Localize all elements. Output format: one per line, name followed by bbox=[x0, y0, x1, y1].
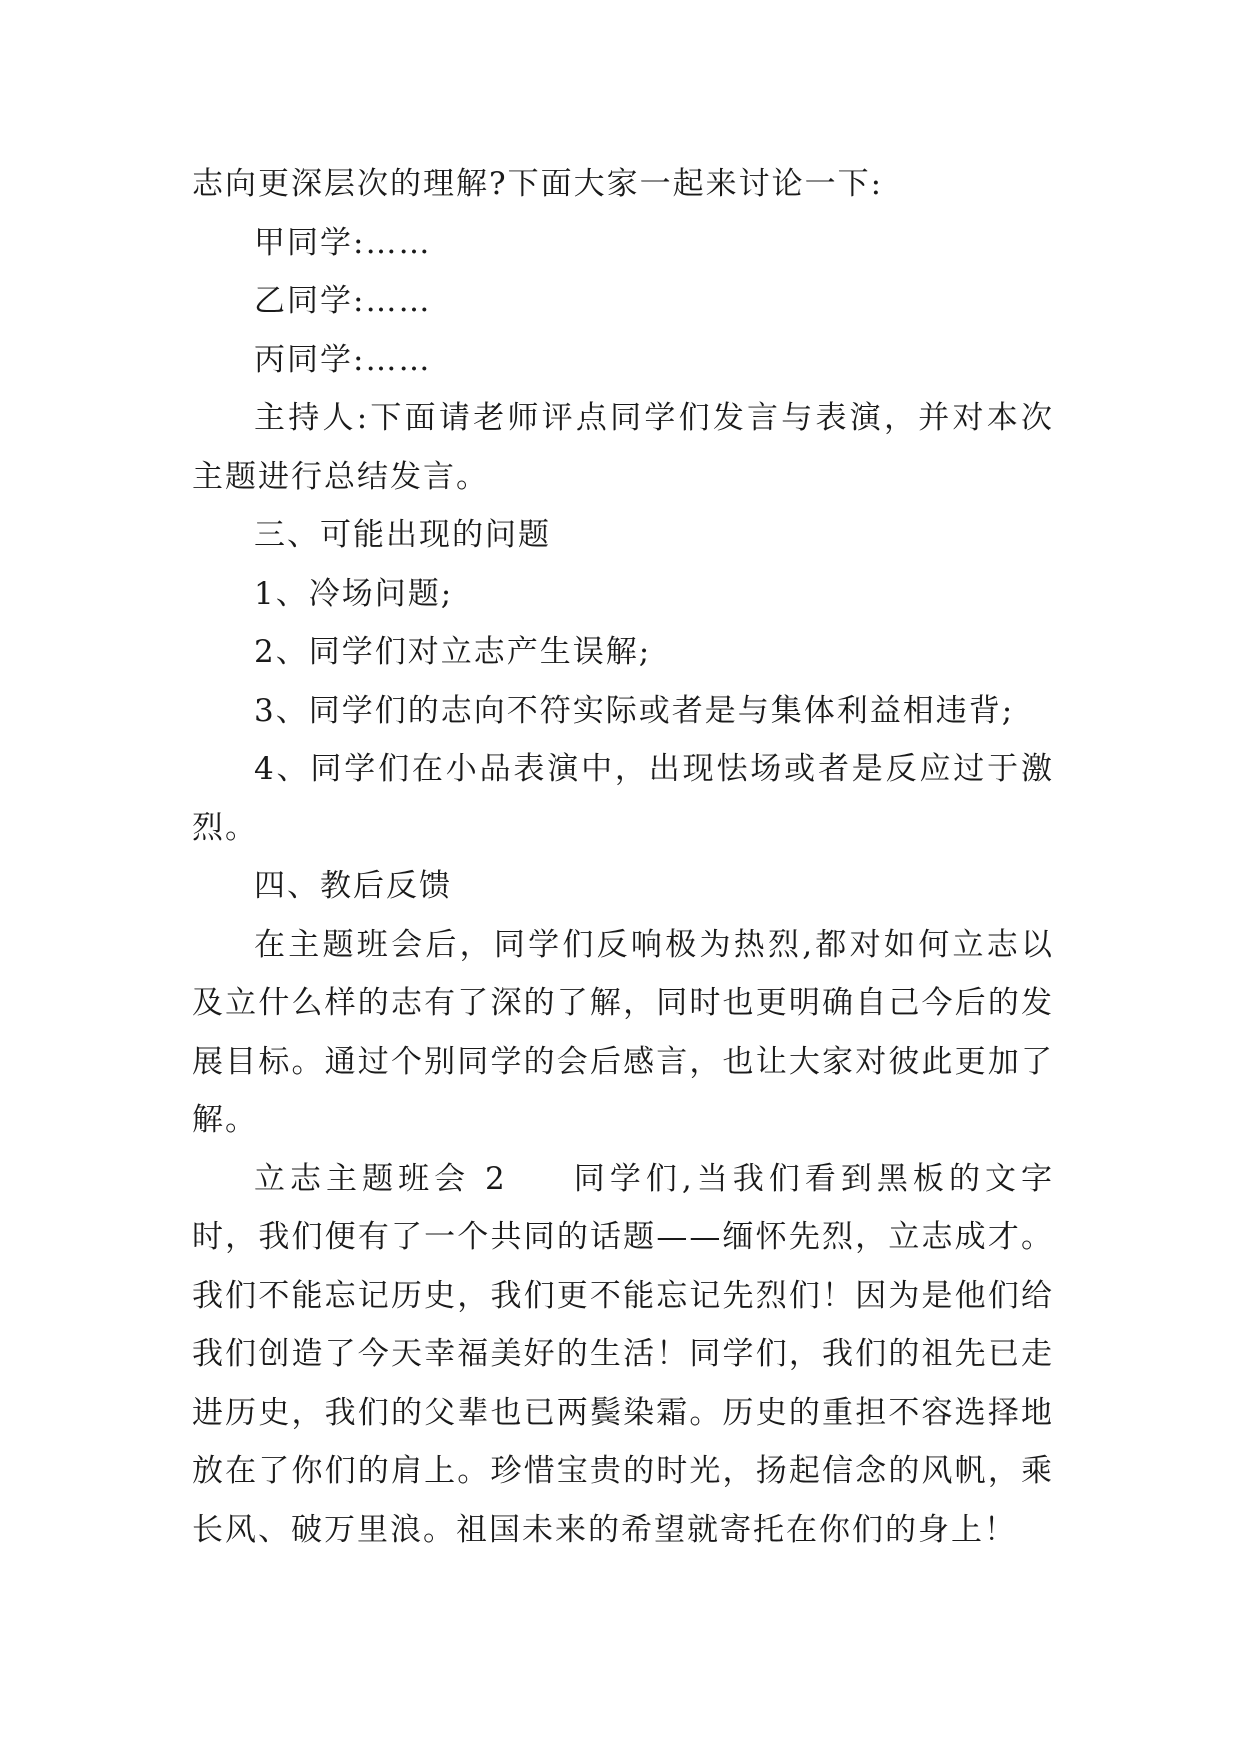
paragraph-host: 主持人:下面请老师评点同学们发言与表演，并对本次主题进行总结发言。 bbox=[192, 400, 1054, 495]
paragraph-continuation: 志向更深层次的理解?下面大家一起来讨论一下: bbox=[192, 166, 884, 202]
paragraph-student-a: 甲同学:…… bbox=[254, 224, 432, 261]
section-heading-feedback: 四、教后反馈 bbox=[254, 868, 452, 904]
paragraph-student-b: 乙同学:…… bbox=[254, 283, 432, 319]
list-item: 3、同学们的志向不符实际或者是与集体利益相违背; bbox=[254, 692, 1015, 729]
paragraph-section2 bbox=[192, 1150, 1054, 1560]
section2-heading: 立志主题班会 2 bbox=[254, 1160, 507, 1197]
paragraph-feedback: 在主题班会后，同学们反响极为热烈,都对如何立志以及立什么样的志有了深的了解，同时也更明确自己今后的发展目标。通过个别同学的会后感言，也让大家对彼此更加了解。 bbox=[192, 926, 1054, 1138]
section2-body: 同学们,当我们看到黑板的文字时，我们便有了一个共同的话题——缅怀先烈，立志成才。我们不能忘记历史，我们更不能忘记先烈们！因为是他们给我们创造了今天幸福美好的生活！同学们，我们的祖先已走进历史，我们的父辈也已两鬓染霜。历史的重担不容选择地放在了你们的肩上。珍惜宝贵的时光，扬起信念的风帆，乘长风、破万里浪。祖国未来的希望就寄托在你们的身上！ bbox=[192, 1160, 1054, 1548]
list-item: 1、冷场问题; bbox=[254, 575, 454, 612]
list-item: 2、同学们对立志产生误解; bbox=[254, 634, 652, 670]
section-heading-problems: 三、可能出现的问题 bbox=[254, 517, 551, 553]
paragraph-student-c: 丙同学:…… bbox=[254, 341, 432, 378]
list-item: 4、同学们在小品表演中，出现怯场或者是反应过于激烈。 bbox=[192, 751, 1054, 846]
document-body bbox=[192, 155, 1054, 1559]
